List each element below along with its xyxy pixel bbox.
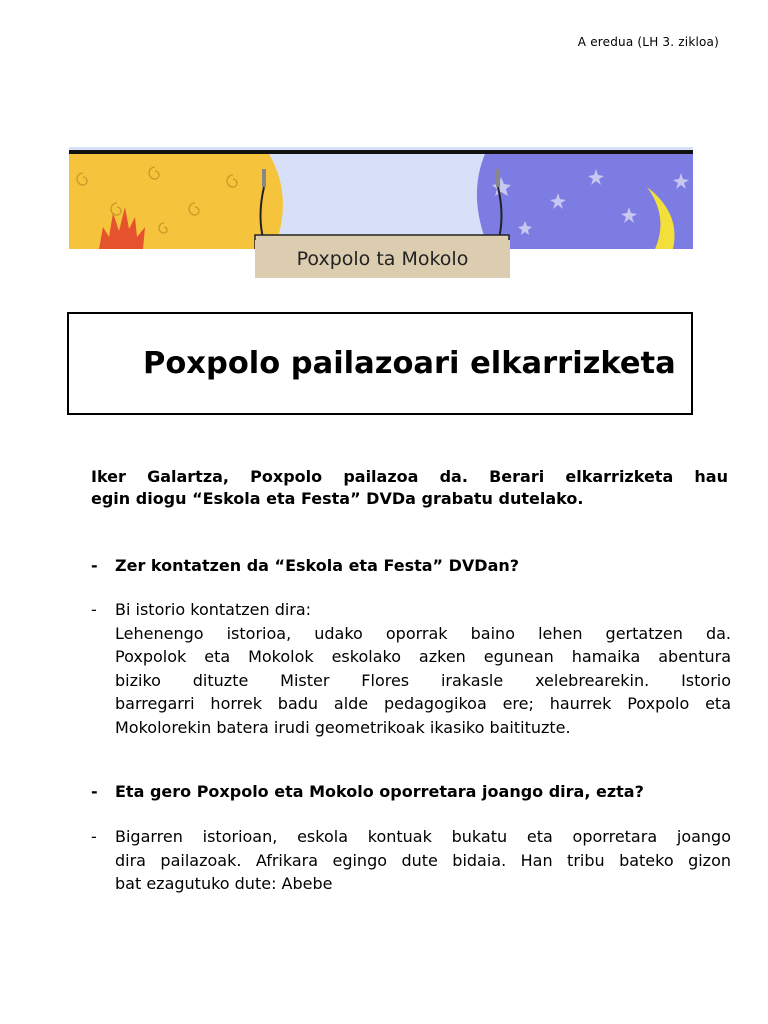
page-title: Poxpolo pailazoari elkarrizketa <box>143 346 676 381</box>
banner-illustration <box>69 147 693 249</box>
answer-line: dira pailazoak. Afrikara egingo dute bidaia. Han tribu bateko gizon <box>115 850 731 870</box>
title-box <box>67 312 693 415</box>
header-note: A eredua (LH 3. zikloa) <box>577 35 719 49</box>
answer-item <box>91 598 731 739</box>
answer-line: biziko dituzte Mister Flores irakasle xelebrearekin. Istorio <box>115 670 731 690</box>
answer-line: bat ezagutuko dute: Abebe <box>115 874 333 893</box>
answer-item <box>91 825 731 896</box>
question-line: Zer kontatzen da “Eskola eta Festa” DVDan? <box>115 556 520 575</box>
list-dash: - <box>91 827 97 846</box>
stage-illustration <box>69 147 693 249</box>
answer-line: Bigarren istorioan, eskola kontuak bukatu eta oporretara joango <box>115 827 731 846</box>
answer-line: Lehenengo istorioa, udako oporrak baino lehen gertatzen da. <box>115 623 731 643</box>
question-item <box>91 554 731 578</box>
question-item <box>91 780 731 804</box>
intro-line: Iker Galartza, Poxpolo pailazoa da. Berari elkarrizketa hau <box>91 467 728 486</box>
answer-line: Bi istorio kontatzen dira: <box>115 600 312 619</box>
intro-paragraph <box>91 466 728 510</box>
question-line: Eta gero Poxpolo eta Mokolo oporretara joango dira, ezta? <box>115 782 644 801</box>
answer-line: barregarri horrek badu alde pedagogikoa ere; haurrek Poxpolo eta <box>115 694 731 713</box>
banner-label: Poxpolo ta Mokolo <box>255 240 510 278</box>
list-dash: - <box>91 782 98 801</box>
list-dash: - <box>91 600 97 619</box>
intro-line: egin diogu “Eskola eta Festa” DVDa grabatu dutelako. <box>91 489 584 508</box>
answer-line: Mokolorekin batera irudi geometrikoak ikasiko baitituzte. <box>115 717 571 737</box>
list-dash: - <box>91 556 98 575</box>
answer-line: Poxpolok eta Mokolok eskolako azken egunean hamaika abentura <box>115 647 731 666</box>
